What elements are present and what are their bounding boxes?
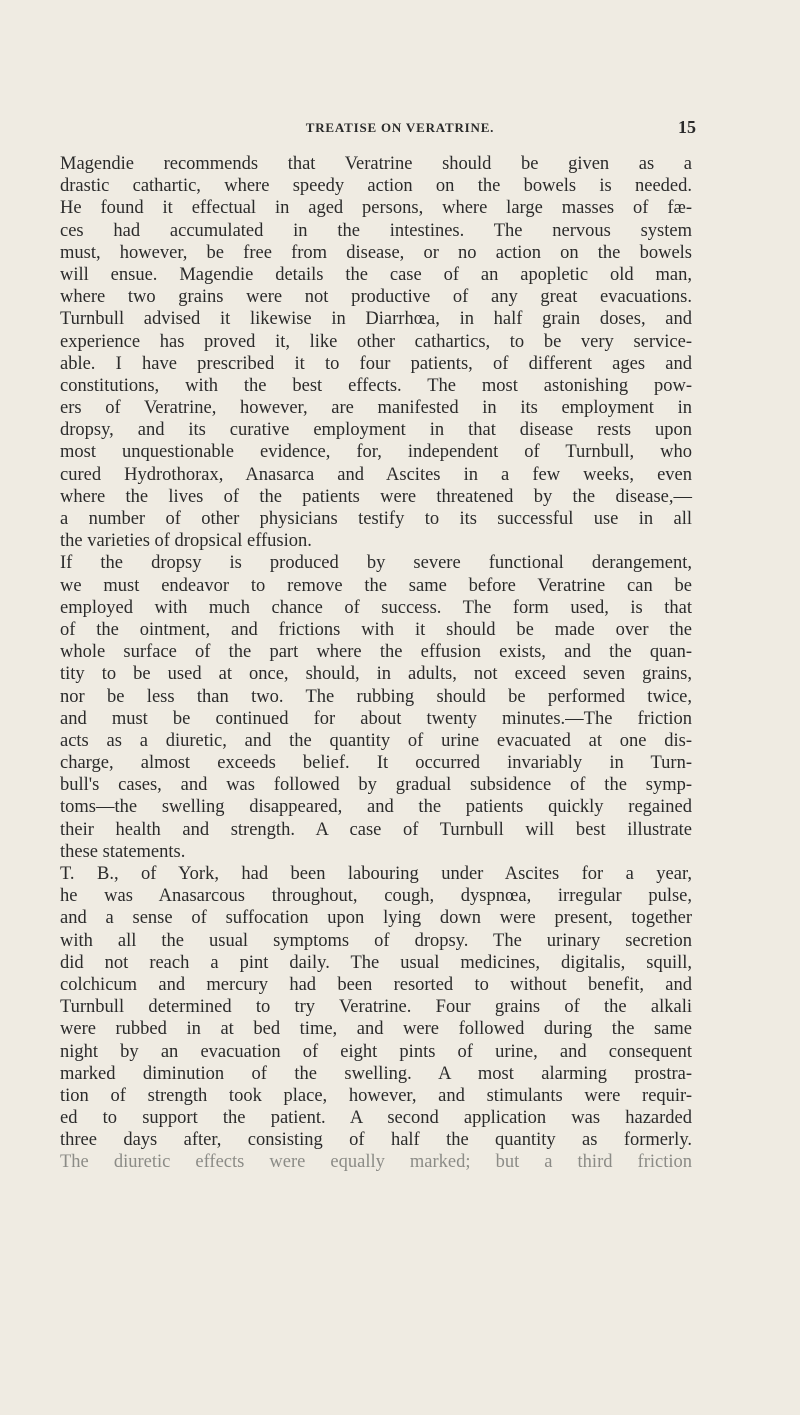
text-line: Magendie recommends that Veratrine should be given as a xyxy=(60,154,692,174)
text-line: able. I have prescribed it to four patients, of different ages and xyxy=(60,353,692,374)
text-line: drastic cathartic, where speedy action on the bowels is needed. xyxy=(60,176,692,197)
text-line: and must be continued for about twenty minutes.—The friction xyxy=(60,708,692,729)
text-line: and a sense of suffocation upon lying down were present, together xyxy=(60,908,692,929)
text-line: T. B., of York, had been labouring under Ascites for a year, xyxy=(60,864,692,884)
text-line: bull's cases, and was followed by gradual subsidence of the symp- xyxy=(60,775,692,796)
text-line: these statements. xyxy=(60,841,186,862)
text-line: ers of Veratrine, however, are manifested in its employment in xyxy=(60,398,692,419)
text-line: experience has proved it, like other cathartics, to be very service- xyxy=(60,331,692,352)
text-line: employed with much chance of success. The form used, is that xyxy=(60,597,692,618)
text-line: a number of other physicians testify to its successful use in all xyxy=(60,509,692,529)
text-line: of the ointment, and frictions with it should be made over the xyxy=(60,619,692,640)
text-line: night by an evacuation of eight pints of urine, and consequent xyxy=(60,1041,692,1062)
text-line: with all the usual symptoms of dropsy. The urinary secretion xyxy=(60,930,692,951)
text-line: acts as a diuretic, and the quantity of urine evacuated at one dis- xyxy=(60,730,692,751)
text-line: charge, almost exceeds belief. It occurred invariably in Turn- xyxy=(60,753,692,774)
text-line: Turnbull determined to try Veratrine. Four grains of the alkali xyxy=(60,997,692,1018)
text-line: he was Anasarcous throughout, cough, dyspnœa, irregular pulse, xyxy=(60,886,692,907)
text-line: must, however, be free from disease, or no action on the bowels xyxy=(60,242,692,263)
text-line: ces had accumulated in the intestines. The nervous system xyxy=(60,220,692,241)
text-line: most unquestionable evidence, for, independent of Turnbull, who xyxy=(60,442,692,463)
page-number: 15 xyxy=(678,117,696,137)
text-line: were rubbed in at bed time, and were followed during the same xyxy=(60,1019,692,1040)
body-text xyxy=(60,153,692,1174)
text-line: toms—the swelling disappeared, and the patients quickly regained xyxy=(60,797,692,818)
text-line: nor be less than two. The rubbing should be performed twice, xyxy=(60,686,692,707)
text-line: where two grains were not productive of any great evacuations. xyxy=(60,287,692,308)
text-line: their health and strength. A case of Turnbull will best illustrate xyxy=(60,819,692,840)
text-line: The diuretic effects were equally marked; but a third friction xyxy=(60,1152,692,1173)
running-head xyxy=(0,117,800,140)
text-line: marked diminution of the swelling. A most alarming prostra- xyxy=(60,1063,692,1084)
text-line: three days after, consisting of half the quantity as formerly. xyxy=(60,1130,692,1151)
text-line: where the lives of the patients were threatened by the disease,— xyxy=(60,486,692,507)
text-line: tity to be used at once, should, in adults, not exceed seven grains, xyxy=(60,664,692,685)
text-line: dropsy, and its curative employment in that disease rests upon xyxy=(60,420,692,441)
text-line: whole surface of the part where the effusion exists, and the quan- xyxy=(60,642,692,663)
text-line: He found it effectual in aged persons, where large masses of fæ- xyxy=(60,198,692,219)
text-line: Turnbull advised it likewise in Diarrhœa, in half grain doses, and xyxy=(60,309,692,330)
text-line: If the dropsy is produced by severe functional derangement, xyxy=(60,553,692,574)
text-line: constitutions, with the best effects. The most astonishing pow- xyxy=(60,375,692,396)
text-line: cured Hydrothorax, Anasarca and Ascites in a few weeks, even xyxy=(60,464,692,485)
running-title: TREATISE ON VERATRINE. xyxy=(305,120,495,135)
text-line: tion of strength took place, however, and stimulants were requir- xyxy=(60,1085,692,1106)
text-line: we must endeavor to remove the same before Veratrine can be xyxy=(60,575,692,596)
text-line: will ensue. Magendie details the case of an apopletic old man, xyxy=(60,264,692,285)
text-line: colchicum and mercury had been resorted to without benefit, and xyxy=(60,974,692,995)
text-line: ed to support the patient. A second application was hazarded xyxy=(60,1108,692,1129)
text-line: the varieties of dropsical effusion. xyxy=(60,531,312,552)
text-line: did not reach a pint daily. The usual medicines, digitalis, squill, xyxy=(60,952,692,973)
